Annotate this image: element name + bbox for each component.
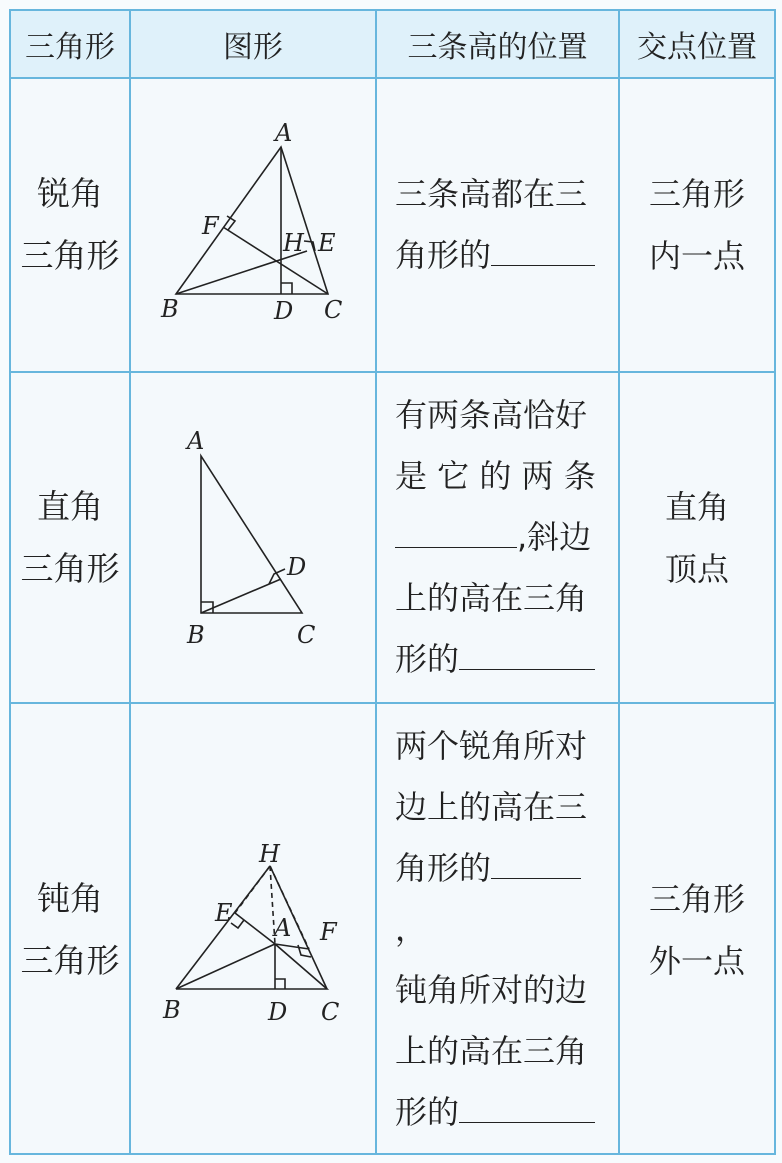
right-angle-mark (201, 602, 213, 613)
answer-blank[interactable] (491, 235, 595, 266)
position-line1: 直角 (664, 487, 729, 526)
triangle-type-line2: 三角形 (20, 548, 120, 588)
obtuse-triangle-figure (131, 704, 375, 1155)
answer-blank[interactable] (395, 517, 517, 548)
answer-blank[interactable] (459, 639, 595, 670)
obtuse-intersection-position (620, 704, 774, 1155)
desc-line-prefix: 角形的 (395, 849, 492, 887)
right-angle-mark (227, 216, 235, 230)
right-angle-mark (281, 283, 292, 294)
altitude-ce-segment (235, 913, 275, 944)
label-c: C (297, 621, 316, 649)
side-ba-extended (176, 866, 270, 989)
acute-triangle-figure (131, 79, 375, 371)
triangle-type-line1: 钝角 (37, 878, 103, 918)
acute-intersection-position (620, 79, 774, 371)
label-f: F (202, 212, 219, 240)
label-a: A (187, 427, 205, 455)
label-b: B (163, 996, 181, 1024)
header-altitude-position: 三条高的位置 (407, 30, 588, 65)
label-d: D (274, 297, 294, 325)
label-a: A (274, 914, 292, 942)
triangle-type-line1: 直角 (37, 486, 103, 526)
header-intersection-position: 交点位置 (637, 30, 757, 65)
header-triangle: 三角形 (25, 30, 115, 65)
label-b: B (187, 621, 205, 649)
triangle-abc (176, 147, 328, 294)
acute-altitude-description (395, 79, 618, 371)
position-line2: 顶点 (664, 549, 729, 588)
right-altitude-description (395, 373, 618, 702)
triangle-type-line2: 三角形 (20, 236, 120, 275)
desc-line: 有两条高恰好 (395, 396, 588, 434)
right-angle-mark (231, 920, 244, 928)
acute-triangle-diagram (131, 79, 375, 371)
label-h: H (259, 840, 280, 868)
header-figure: 图形 (223, 30, 283, 65)
triangle-type-line2: 三角形 (20, 940, 120, 980)
triangle-type-line1: 锐角 (37, 174, 103, 213)
right-intersection-position (620, 373, 774, 702)
label-e: E (215, 899, 233, 927)
obtuse-triangle-diagram (131, 704, 375, 1155)
position-line2: 内一点 (648, 237, 745, 275)
position-line1: 三角形 (648, 175, 745, 213)
label-c: C (321, 998, 340, 1026)
label-a: A (275, 119, 293, 147)
desc-line: 上的高在三角 (395, 579, 588, 617)
label-d: D (287, 553, 307, 581)
label-c: C (324, 296, 343, 324)
obtuse-altitude-description (395, 704, 618, 1155)
desc-line: 钝角所对的边 (395, 971, 588, 1009)
answer-blank[interactable] (491, 848, 581, 879)
position-line1: 三角形 (648, 879, 745, 918)
triangle-abc (201, 456, 302, 613)
right-triangle-figure (131, 373, 375, 702)
answer-blank[interactable] (459, 1092, 595, 1123)
right-angle-mark (275, 979, 285, 989)
column-divider (375, 11, 377, 1153)
label-e: E (318, 229, 336, 257)
position-line2: 外一点 (648, 941, 745, 980)
label-d: D (268, 998, 288, 1026)
right-triangle-diagram (131, 373, 375, 702)
label-b: B (161, 295, 179, 323)
label-f: F (320, 918, 337, 946)
desc-line-suffix: ， (395, 910, 428, 948)
desc-line: 上的高在三角 (395, 1032, 588, 1070)
desc-line: 边上的高在三 (395, 788, 588, 826)
desc-line: 三条高都在三 (395, 175, 588, 213)
desc-line: 是 它 的 两 条 (395, 457, 596, 495)
altitude-cf (223, 227, 328, 294)
desc-line-prefix: 形的 (395, 640, 460, 678)
altitude-be (176, 251, 307, 294)
desc-line-prefix: 角形的 (395, 236, 492, 274)
row-obtuse-name (11, 704, 129, 1155)
label-h: H (283, 229, 304, 257)
altitude-table (9, 9, 776, 1155)
row-right-name (11, 373, 129, 702)
row-acute-name (11, 79, 129, 371)
triangle-abc (176, 944, 327, 989)
desc-line: 两个锐角所对 (395, 727, 588, 765)
desc-line-prefix: 形的 (395, 1093, 460, 1131)
desc-line-suffix: ,斜边 (517, 518, 592, 556)
